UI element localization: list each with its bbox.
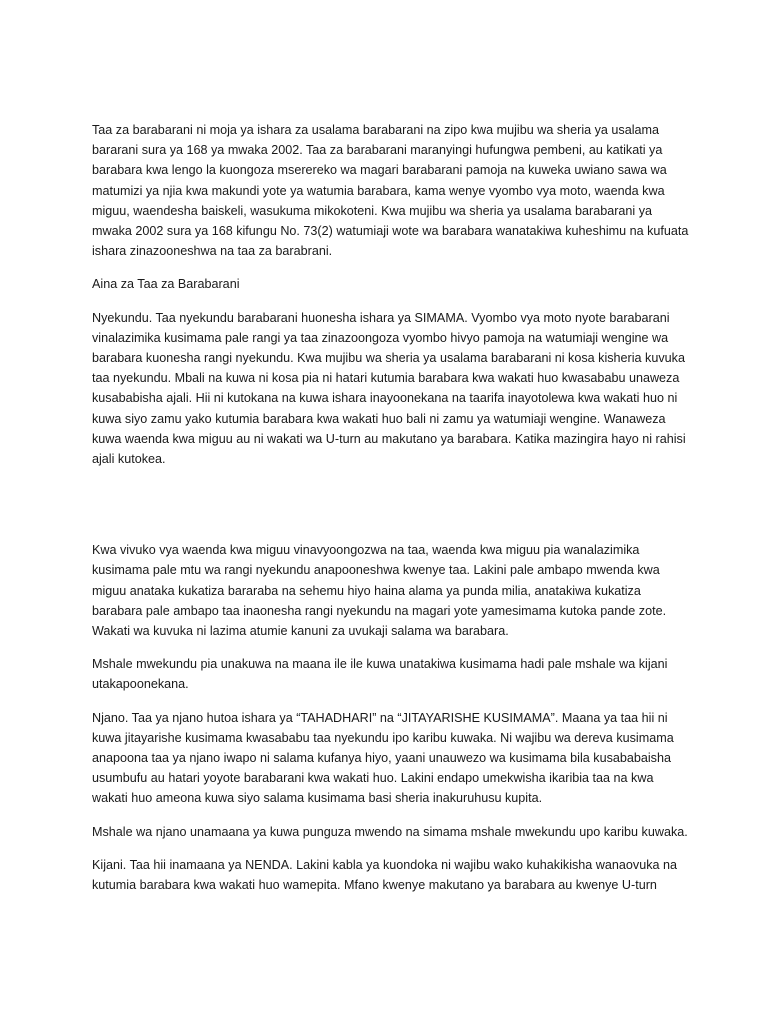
paragraph-intro: Taa za barabarani ni moja ya ishara za usalama barabarani na zipo kwa mujibu wa sheria ya usalama bararani sura ya 168 ya mwaka 2002. Taa za barabarani maranyingi hufungwa pembeni, au katikati ya barabara kwa lengo la kuongoza mserereko wa magari barabarani pamoja na kuweka uwiano sawa wa matumizi ya njia kwa makundi yote ya watumia barabara, kama wenye vyombo vya moto, waenda kwa miguu, waendesha baiskeli, wasukuma mikokoteni. Kwa mujibu wa sheria ya usalama barabarani ya mwaka 2002 sura ya 168 kifungu No. 73(2) watumiaji wote wa barabara wanatakiwa kuheshimu na kufuata ishara zinazooneshwa na taa za barabrani. bbox=[92, 123, 689, 259]
paragraph-pedestrian-crossing: Kwa vivuko vya waenda kwa miguu vinavyoongozwa na taa, waenda kwa miguu pia wanalazimika kusimama pale mtu wa rangi nyekundu anapooneshwa kwenye taa. Lakini pale ambapo mwenda kwa miguu anataka kukatiza bararaba na sehemu hiyo haina alama ya punda milia, anatakiwa kukatiza barabara pale ambapo taa inaonesha rangi nyekundu na magari yote yamesimama kutoka pande zote. Wakati wa kuvuka ni lazima atumie kanuni za uvukaji salama wa barabara. bbox=[92, 543, 667, 639]
blank-space bbox=[92, 482, 692, 540]
paragraph-green-light: Kijani. Taa hii inamaana ya NENDA. Lakini kabla ya kuondoka ni wajibu wako kuhakikisha wanaovuka na kutumia barabara kwa wakati huo wamepita. Mfano kwenye makutano ya barabara au kwenye U-turn bbox=[92, 857, 678, 893]
document-body bbox=[92, 120, 692, 908]
paragraph-red-light: Nyekundu. Taa nyekundu barabarani huonesha ishara ya SIMAMA. Vyombo vya moto nyote barabarani vinalazimika kusimama pale rangi ya taa zinazoongoza vyombo hivyo pamoja na watumiaji wengine wa barabara kuonesha rangi nyekundu. Kwa mujibu wa sheria ya usalama barabarani ni kosa kisheria kuvuka taa nyekundu. Mbali na kuwa ni kosa pia ni hatari kutumia barabara kwa wakati huo kwasababu unaweza kusababisha ajali. Hii ni kutokana na kuwa ishara inayoonekana na taarifa inayotolewa kwa wakati huo ni kuwa siyo zamu yako kutumia barabara kwa wakati huo bali ni zamu ya watumiaji wengine. Wanaweza kuwa waenda kwa miguu au ni wakati wa U-turn au makutano ya barabara. Katika mazingira hayo ni rahisi ajali kutokea. bbox=[92, 310, 686, 467]
paragraph-yellow-arrow: Mshale wa njano unamaana ya kuwa punguza mwendo na simama mshale mwekundu upo karibu kuwaka. bbox=[92, 824, 688, 839]
section-heading: Aina za Taa za Barabarani bbox=[92, 277, 240, 292]
paragraph-yellow-light: Njano. Taa ya njano hutoa ishara ya “TAHADHARI” na “JITAYARISHE KUSIMAMA”. Maana ya taa hii ni kuwa jitayarishe kusimama kwasababu taa nyekundu ipo karibu kuwaka. Ni wajibu wa dereva kusimama anapoona taa ya njano iwapo ni salama kufanya hiyo, yaani unauwezo wa kusimama bila kusababaisha usumbufu au hatari yoyote barabarani kwa wakati huo. Lakini endapo umekwisha ikaribia taa na kwa wakati huo ameona kuwa siyo salama kusimama basi sheria inakuruhusu kupita. bbox=[92, 710, 674, 806]
paragraph-red-arrow: Mshale mwekundu pia unakuwa na maana ile ile kuwa unatakiwa kusimama hadi pale mshale wa kijani utakapoonekana. bbox=[92, 657, 668, 692]
